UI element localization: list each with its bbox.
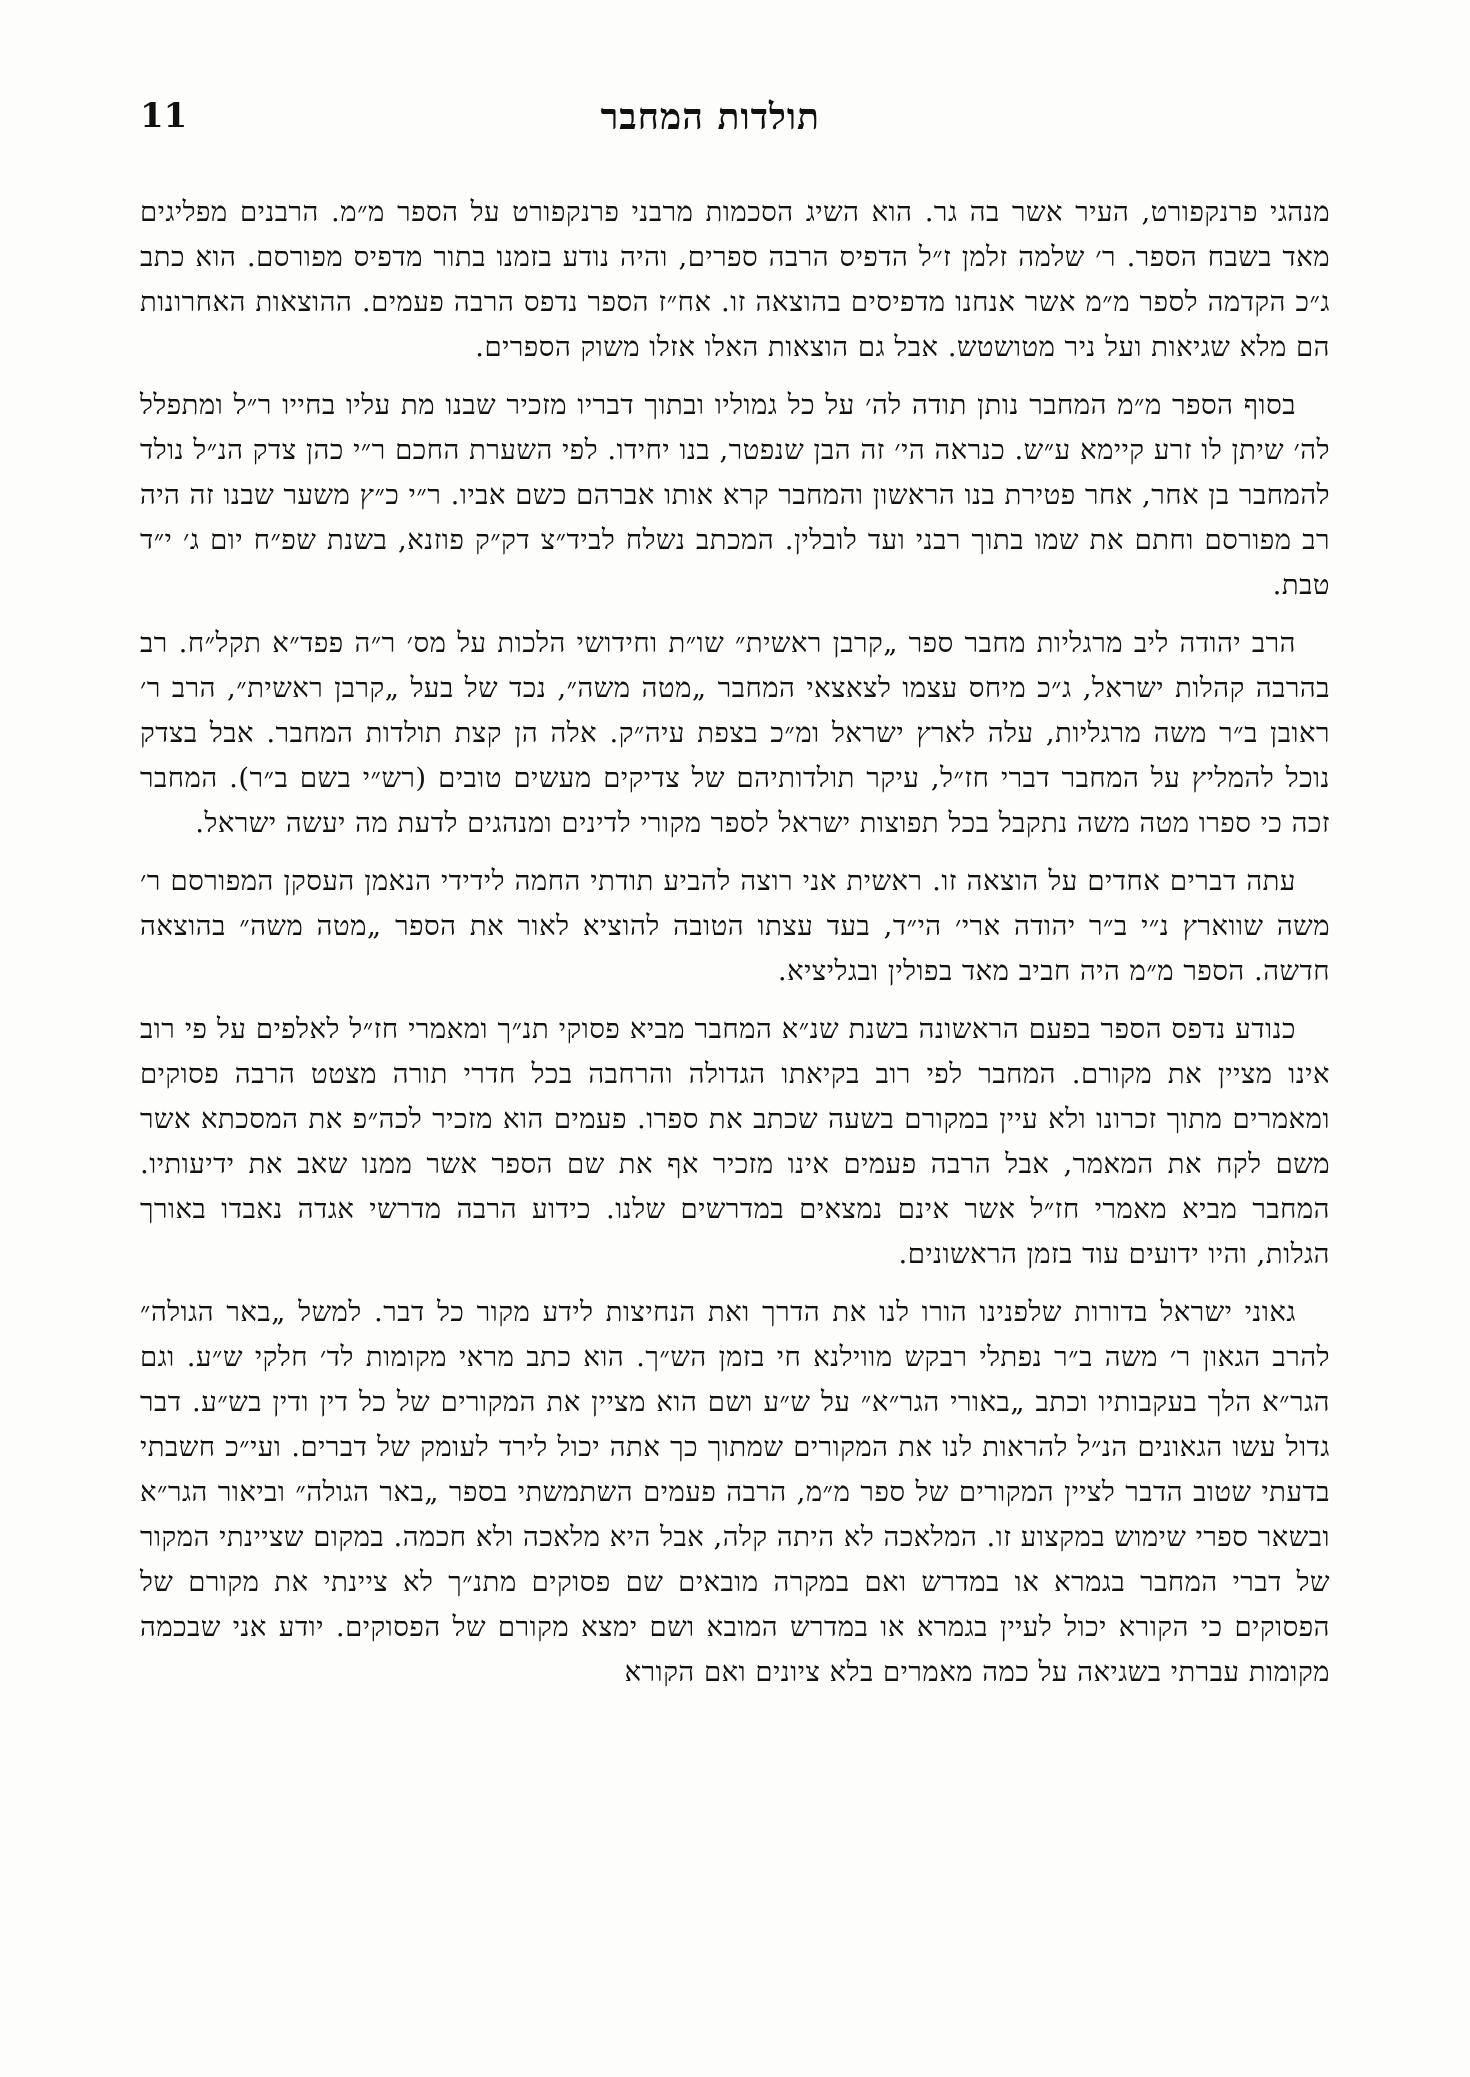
paragraph: בסוף הספר מ״מ המחבר נותן תודה לה׳ על כל גמוליו ובתוך דבריו מזכיר שבנו מת עליו בחייו ר״ל ומתפלל לה׳ שיתן לו זרע קיימא ע״ש. כנראה הי׳ זה הבן שנפטר, בנו יחידו. לפי השערת החכם ר״י כהן צדק הנ״ל נולד להמחבר בן אחר, אחר פטירת בנו הראשון והמחבר קרא אותו אברהם כשם אביו. ר״י כ״ץ משער שבנו זה היה רב מפורסם וחתם את שמו בתוך רבני ועד לובלין. המכתב נשלח לביד״צ דק״ק פוזנא, בשנת שפ״ח יום ג׳ י״ד טבת. bbox=[140, 389, 1330, 601]
paragraph: מנהגי פרנקפורט, העיר אשר בה גר. הוא השיג הסכמות מרבני פרנקפורט על הספר מ״מ. הרבנים מפליגים מאד בשבח הספר. ר׳ שלמה זלמן ז״ל הדפיס הרבה ספרים, והיה נודע בזמנו בתור מדפיס מפורסם. הוא כתב ג״כ הקדמה לספר מ״מ אשר אנחנו מדפיסים בהוצאה זו. אח״ז הספר נדפס הרבה פעמים. ההוצאות האחרונות הם מלא שגיאות ועל ניר מטושטש. אבל גם הוצאות האלו אזלו משוק הספרים. bbox=[140, 196, 1331, 363]
running-title: תולדות המחבר bbox=[600, 96, 820, 138]
running-header bbox=[140, 96, 1330, 156]
paragraph: גאוני ישראל בדורות שלפנינו הורו לנו את הדרך ואת הנחיצות לידע מקור כל דבר. למשל „באר הגולה״ להרב הגאון ר׳ משה ב״ר נפתלי רבקש מווילנא חי בזמן הש״ך. הוא כתב מראי מקומות לד׳ חלקי ש״ע. וגם הגר״א הלך בעקבותיו וכתב „באורי הגר״א״ על ש״ע ושם הוא מציין את המקורים של כל דין ודין בש״ע. דבר גדול עשו הגאונים הנ״ל להראות לנו את המקורים שמתוך כך אתה יכול לירד לעומק של דברים. ועי״כ חשבתי בדעתי שטוב הדבר לציין המקורים של ספר מ״מ, הרבה פעמים השתמשתי בספר „באר הגולה״ וביאור הגר״א ובשאר ספרי שימוש במקצוע זו. המלאכה לא היתה קלה, אבל היא מלאכה ולא חכמה. במקום שציינתי המקור של דברי המחבר בגמרא או במדרש ואם במקרה מובאים שם פסוקים מתנ״ך לא ציינתי את מקורם של הפסוקים כי הקורא יכול לעיין בגמרא או במדרש המובא ושם ימצא מקורם של הפסוקים. יודע אני שבכמה מקומות עברתי בשגיאה על כמה מאמרים בלא ציונים ואם הקורא bbox=[140, 1296, 1330, 1688]
page-number: 11 bbox=[140, 96, 188, 136]
paragraph: כנודע נדפס הספר בפעם הראשונה בשנת שנ״א המחבר מביא פסוקי תנ״ך ומאמרי חז״ל לאלפים על פי רוב אינו מציין את מקורם. המחבר לפי רוב בקיאתו הגדולה והרחבה בכל חדרי תורה מצטט הרבה פסוקים ומאמרים מתוך זכרונו ולא עיין במקורם בשעה שכתב את ספרו. פעמים הוא מזכיר לכה״פ את המסכתא אשר משם לקח את המאמר, אבל הרבה פעמים אינו מזכיר אף את שם הספר אשר ממנו שאב את ידיעותיו. המחבר מביא מאמרי חז״ל אשר אינם נמצאים במדרשים שלנו. כידוע הרבה מדרשי אגדה נאבדו באורך הגלות, והיו ידועים עוד בזמן הראשונים. bbox=[140, 1013, 1330, 1270]
body-text bbox=[140, 190, 1330, 1708]
paragraph: עתה דברים אחדים על הוצאה זו. ראשית אני רוצה להביע תודתי החמה לידידי הנאמן העסקן המפורסם ר׳ משה שווארץ נ״י ב״ר יהודה ארי׳ הי״ד, בעד עצתו הטובה להוציא לאור את הספר „מטה משה״ בהוצאה חדשה. הספר מ״מ היה חביב מאד בפולין ובגליציא. bbox=[140, 865, 1330, 987]
paragraph: הרב יהודה ליב מרגליות מחבר ספר „קרבן ראשית״ שו״ת וחידושי הלכות על מס׳ ר״ה פפד״א תקל״ח. רב בהרבה קהלות ישראל, ג״כ מיחס עצמו לצאצאי המחבר „מטה משה״, נכד של בעל „קרבן ראשית״, הרב ר׳ ראובן ב״ר משה מרגליות, עלה לארץ ישראל ומ״כ בצפת עיה״ק. אלה הן קצת תולדות המחבר. אבל בצדק נוכל להמליץ על המחבר דברי חז״ל, עיקר תולדותיהם של צדיקים מעשים טובים (רש״י בשם ב״ר). המחבר זכה כי ספרו מטה משה נתקבל בכל תפוצות ישראל לספר מקורי לדינים ומנהגים לדעת מה יעשה ישראל. bbox=[140, 627, 1330, 839]
